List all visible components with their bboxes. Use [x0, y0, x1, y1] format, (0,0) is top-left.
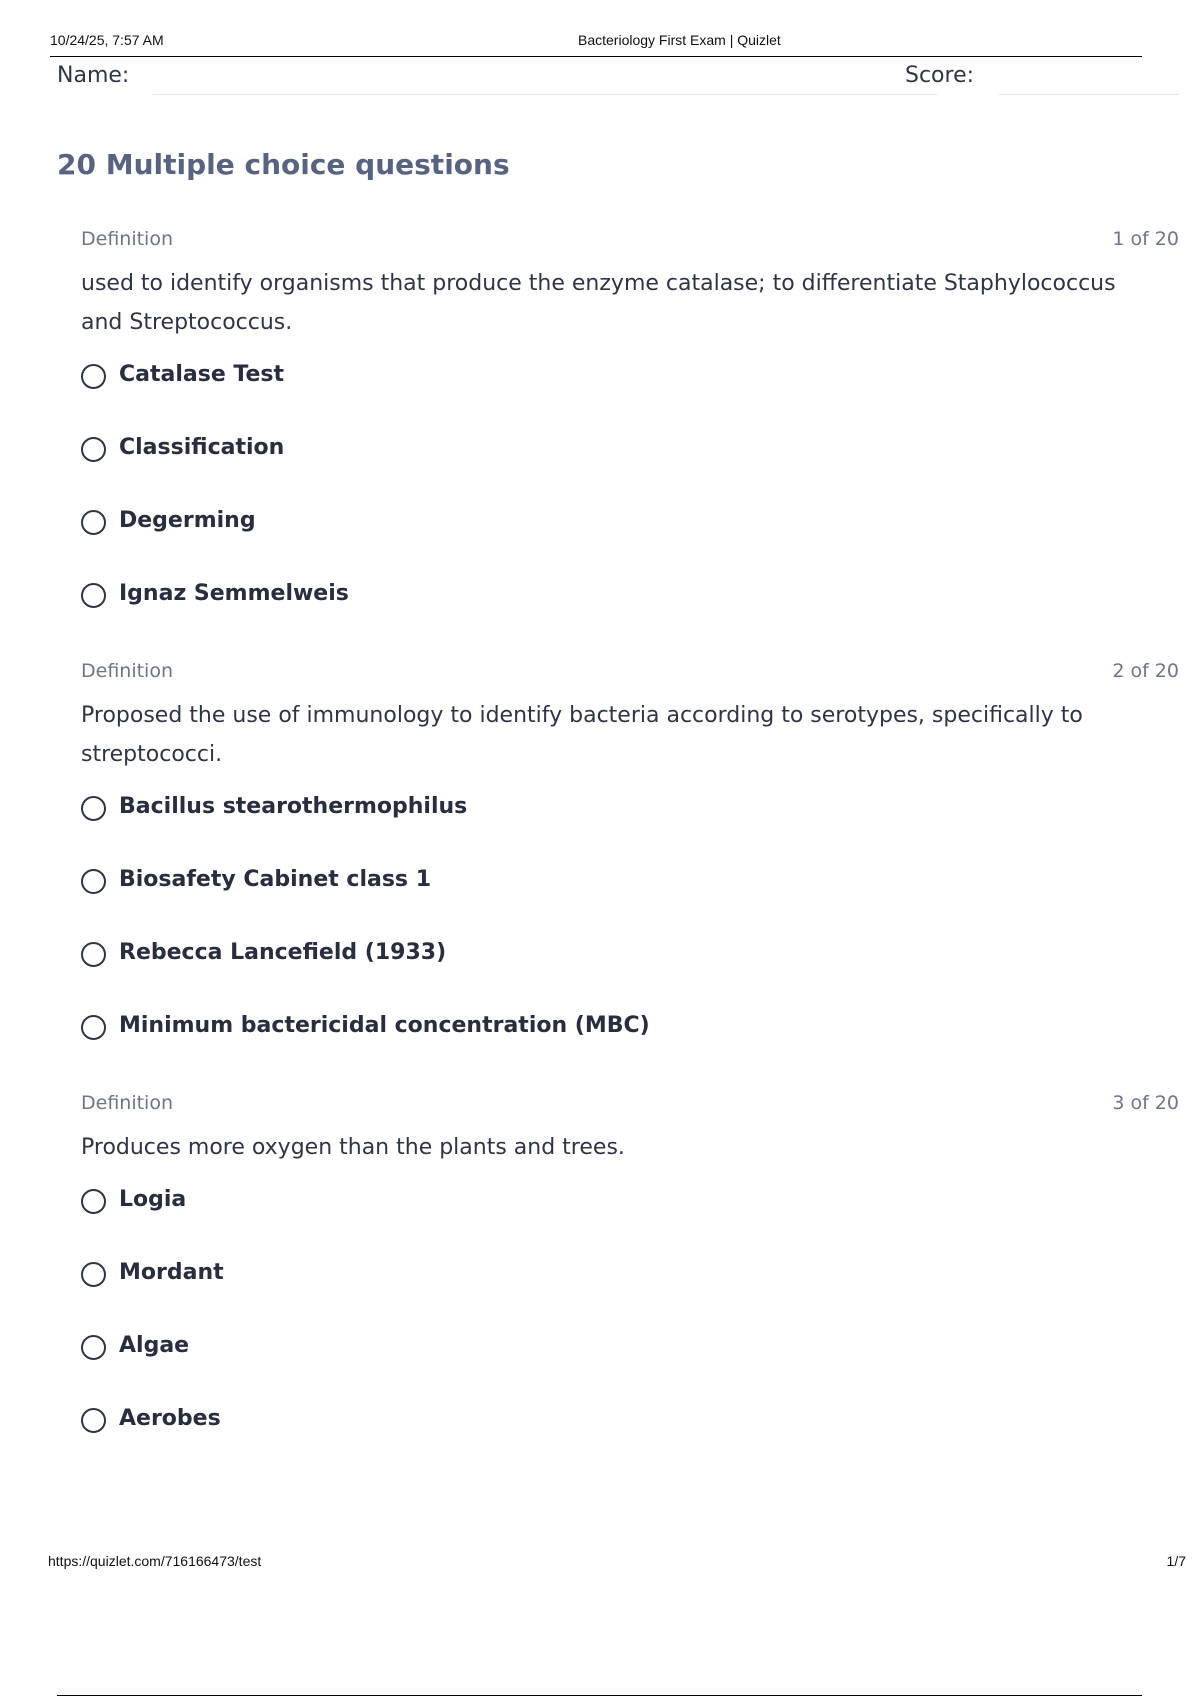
question-header	[81, 228, 1179, 258]
name-field[interactable]	[153, 94, 937, 95]
radio-icon[interactable]	[81, 1262, 106, 1287]
question-counter: 1 of 20	[1112, 228, 1179, 250]
option-label[interactable]: Degerming	[119, 508, 256, 533]
definition-label: Definition	[81, 228, 174, 250]
name-score-row	[57, 60, 1182, 100]
score-field[interactable]	[999, 94, 1179, 95]
name-label: Name:	[57, 63, 130, 88]
answer-option[interactable]	[81, 865, 1179, 938]
answer-options	[81, 792, 1179, 1084]
radio-icon[interactable]	[81, 1408, 106, 1433]
radio-icon[interactable]	[81, 364, 106, 389]
answer-option[interactable]	[81, 433, 1179, 506]
option-label[interactable]: Mordant	[119, 1260, 224, 1285]
answer-option[interactable]	[81, 1404, 1179, 1477]
option-label[interactable]: Algae	[119, 1333, 190, 1358]
radio-icon[interactable]	[81, 583, 106, 608]
radio-icon[interactable]	[81, 437, 106, 462]
option-label[interactable]: Minimum bactericidal concentration (MBC)	[119, 1013, 650, 1038]
option-label[interactable]: Rebecca Lancefield (1933)	[119, 940, 447, 965]
radio-icon[interactable]	[81, 1189, 106, 1214]
radio-icon[interactable]	[81, 869, 106, 894]
question-header	[81, 660, 1179, 690]
option-label[interactable]: Ignaz Semmelweis	[119, 581, 349, 606]
radio-icon[interactable]	[81, 1335, 106, 1360]
option-label[interactable]: Aerobes	[119, 1406, 221, 1431]
question-2	[81, 660, 1179, 1084]
option-label[interactable]: Catalase Test	[119, 362, 285, 387]
radio-icon[interactable]	[81, 796, 106, 821]
answer-options	[81, 1185, 1179, 1477]
radio-icon[interactable]	[81, 942, 106, 967]
answer-option[interactable]	[81, 1185, 1179, 1258]
answer-option[interactable]	[81, 506, 1179, 579]
question-1	[81, 228, 1179, 652]
score-label: Score:	[905, 63, 975, 88]
section-title: 20 Multiple choice questions	[57, 148, 510, 181]
answer-options	[81, 360, 1179, 652]
answer-option[interactable]	[81, 1258, 1179, 1331]
answer-option[interactable]	[81, 1331, 1179, 1404]
option-label[interactable]: Biosafety Cabinet class 1	[119, 867, 431, 892]
question-text: used to identify organisms that produce the enzyme catalase; to differentiate Staphylococcus and Streptococcus.	[81, 271, 1116, 335]
answer-option[interactable]	[81, 938, 1179, 1011]
question-counter: 2 of 20	[1112, 660, 1179, 682]
radio-icon[interactable]	[81, 510, 106, 535]
option-label[interactable]: Logia	[119, 1187, 187, 1212]
answer-option[interactable]	[81, 792, 1179, 865]
question-text: Produces more oxygen than the plants and trees.	[81, 1135, 625, 1160]
radio-icon[interactable]	[81, 1015, 106, 1040]
question-text: Proposed the use of immunology to identify bacteria according to serotypes, specifically to streptococci.	[81, 703, 1083, 767]
print-datetime: 10/24/25, 7:57 AM	[50, 32, 164, 48]
print-header	[50, 30, 1142, 57]
question-counter: 3 of 20	[1112, 1092, 1179, 1114]
answer-option[interactable]	[81, 579, 1179, 652]
footer-page-number: 1/7	[1166, 1553, 1186, 1569]
footer-url: https://quizlet.com/716166473/test	[48, 1553, 262, 1569]
bottom-divider	[57, 1695, 1142, 1696]
definition-label: Definition	[81, 660, 174, 682]
print-page-title: Bacteriology First Exam | Quizlet	[578, 32, 781, 48]
option-label[interactable]: Bacillus stearothermophilus	[119, 794, 468, 819]
question-header	[81, 1092, 1179, 1122]
option-label[interactable]: Classification	[119, 435, 285, 460]
question-3	[81, 1092, 1179, 1477]
definition-label: Definition	[81, 1092, 174, 1114]
answer-option[interactable]	[81, 1011, 1179, 1084]
answer-option[interactable]	[81, 360, 1179, 433]
